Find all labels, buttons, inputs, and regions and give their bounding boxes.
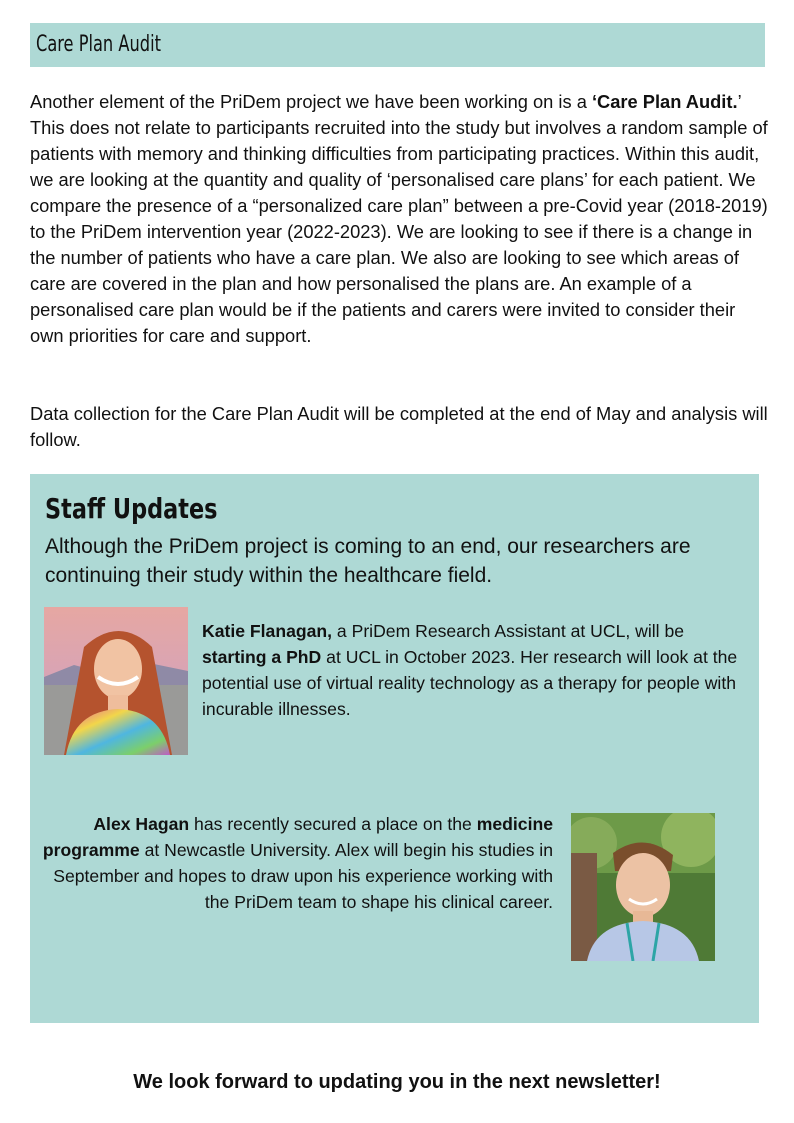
alex-photo [571,813,715,961]
staff-updates-intro: Although the PriDem project is coming to an end, our researchers are continuing their study within the healthcare field. [45,535,691,587]
katie-bio: Katie Flanagan, a PriDem Research Assistant at UCL, will be starting a PhD at UCL in October 2023. Her research will look at the potential use of virtual reality technology as a therapy for people with incurable illnesses. [202,621,738,719]
staff-updates-box [30,474,759,1023]
care-plan-audit-header [30,23,765,67]
closing-message: We look forward to updating you in the next newsletter! [133,1071,661,1093]
care-plan-paragraph: Another element of the PriDem project we have been working on is a ‘Care Plan Audit.’ This does not relate to participants recruited into the study but involves a random sample of patients with memory and thinking difficulties from participating practices. Within this audit, we are looking at the quantity and quality of ‘personalised care plans’ for each patient. We compare the presence of a “personalized care plan” between a pre-Covid year (2018-2019) to the PriDem intervention year (2022-2023). We are looking to see if there is a change in the number of patients who have a care plan. We also are looking to see which areas of care are covered in the plan and how personalised the plans are. An example of a personalised care plan would be if the patients and carers were invited to consider their own priorities for care and support. [30,91,768,346]
katie-photo [44,607,188,755]
alex-bio: Alex Hagan has recently secured a place on the medicine programme at Newcastle University. Alex will begin his studies in September and hopes to draw upon his experience working with the PriDem team to shape his clinical career. [42,814,553,912]
staff-updates-title: Staff Updates [45,492,218,525]
section-title: Care Plan Audit [36,32,161,57]
data-collection-paragraph: Data collection for the Care Plan Audit will be completed at the end of May and analysis will follow. [30,403,768,450]
